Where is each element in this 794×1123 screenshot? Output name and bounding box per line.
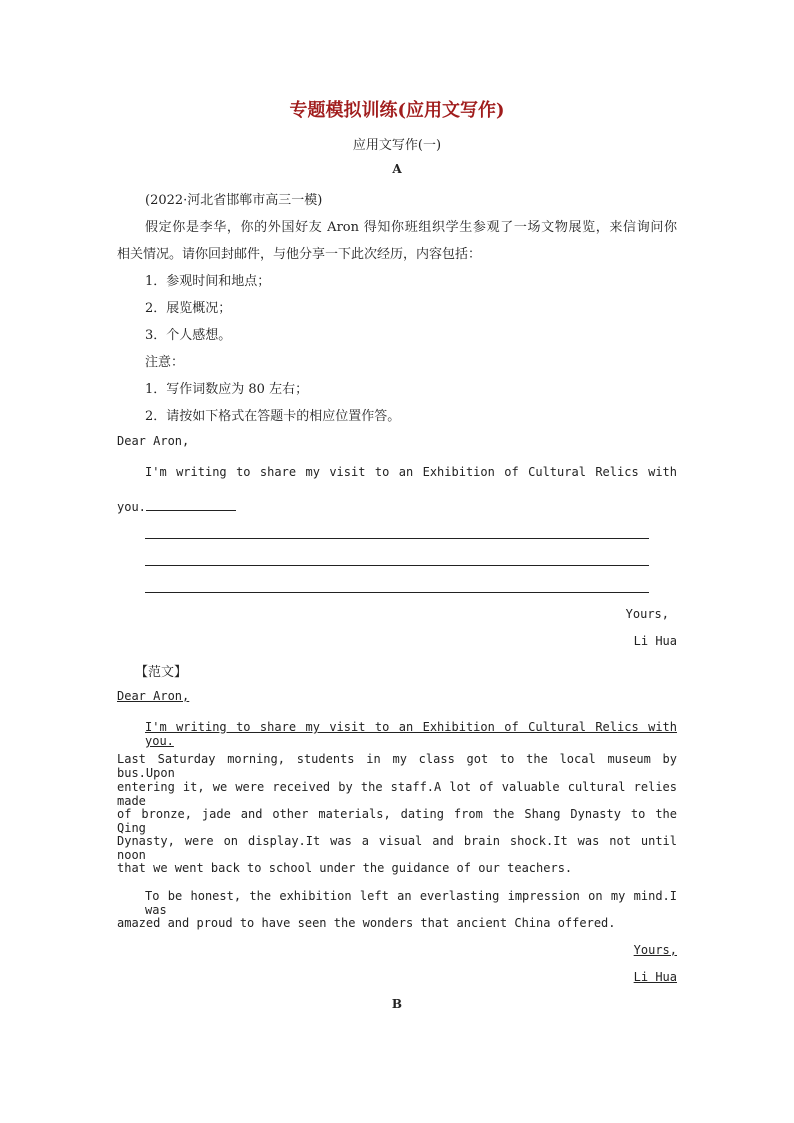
answer-line-3 bbox=[145, 592, 649, 593]
model-closing: Yours, bbox=[633, 943, 677, 957]
task-source: (2022·河北省邯郸市高三一模) bbox=[145, 193, 323, 208]
answer-line-2 bbox=[145, 565, 649, 566]
model-p2-last-line: amazed and proud to have seen the wonders that ancient China offered. bbox=[117, 916, 616, 930]
task-note-label: 注意： bbox=[145, 355, 185, 370]
task-prompt-line2: 相关情况。请你回封邮件，与他分享一下此次经历，内容包括： bbox=[117, 247, 482, 262]
task-note-1: 1．写作词数应为 80 左右； bbox=[145, 382, 309, 397]
model-greeting: Dear Aron, bbox=[117, 689, 190, 703]
task-opening-line2 bbox=[117, 498, 236, 514]
model-p1-line: of bronze, jade and other materials, dating from the Shang Dynasty to the Qing bbox=[117, 807, 677, 835]
model-signature: Li Hua bbox=[633, 970, 677, 984]
task-point-2: 2．展览概况； bbox=[145, 301, 232, 316]
model-p1-line: entering it, we were received by the staff.A lot of valuable cultural relies made bbox=[117, 780, 677, 808]
section-a-label: A bbox=[392, 162, 402, 176]
model-p1-line: Dynasty, were on display.It was a visual and brain shock.It was not until noon bbox=[117, 834, 677, 862]
page-subtitle: 应用文写作(一) bbox=[352, 138, 442, 153]
model-essay-label: 【范文】 bbox=[135, 665, 188, 680]
task-opening-word: you. bbox=[117, 500, 146, 514]
model-p1-line: Last Saturday morning, students in my class got to the local museum by bus.Upon bbox=[117, 752, 677, 780]
task-signature: Li Hua bbox=[633, 634, 677, 648]
model-opening: I'm writing to share my visit to an Exhibition of Cultural Relics with you. bbox=[145, 720, 677, 748]
answer-blank-short bbox=[146, 498, 236, 511]
section-b-label: B bbox=[391, 997, 403, 1011]
task-opening-line1: I'm writing to share my visit to an Exhibition of Cultural Relics with bbox=[145, 465, 677, 479]
model-p1-last-line: that we went back to school under the guidance of our teachers. bbox=[117, 861, 573, 875]
task-point-3: 3．个人感想。 bbox=[145, 328, 232, 343]
task-note-2: 2．请按如下格式在答题卡的相应位置作答。 bbox=[145, 409, 401, 424]
model-p2-line1: To be honest, the exhibition left an everlasting impression on my mind.I was bbox=[145, 889, 677, 917]
task-prompt-line1: 假定你是李华，你的外国好友 Aron 得知你班组织学生参观了一场文物展览，来信询问你 bbox=[145, 220, 677, 235]
task-point-1: 1．参观时间和地点； bbox=[145, 274, 271, 289]
task-closing: Yours, bbox=[625, 607, 669, 621]
page-title: 专题模拟训练(应用文写作) bbox=[289, 100, 505, 121]
task-greeting: Dear Aron, bbox=[117, 434, 190, 448]
answer-line-1 bbox=[145, 538, 649, 539]
